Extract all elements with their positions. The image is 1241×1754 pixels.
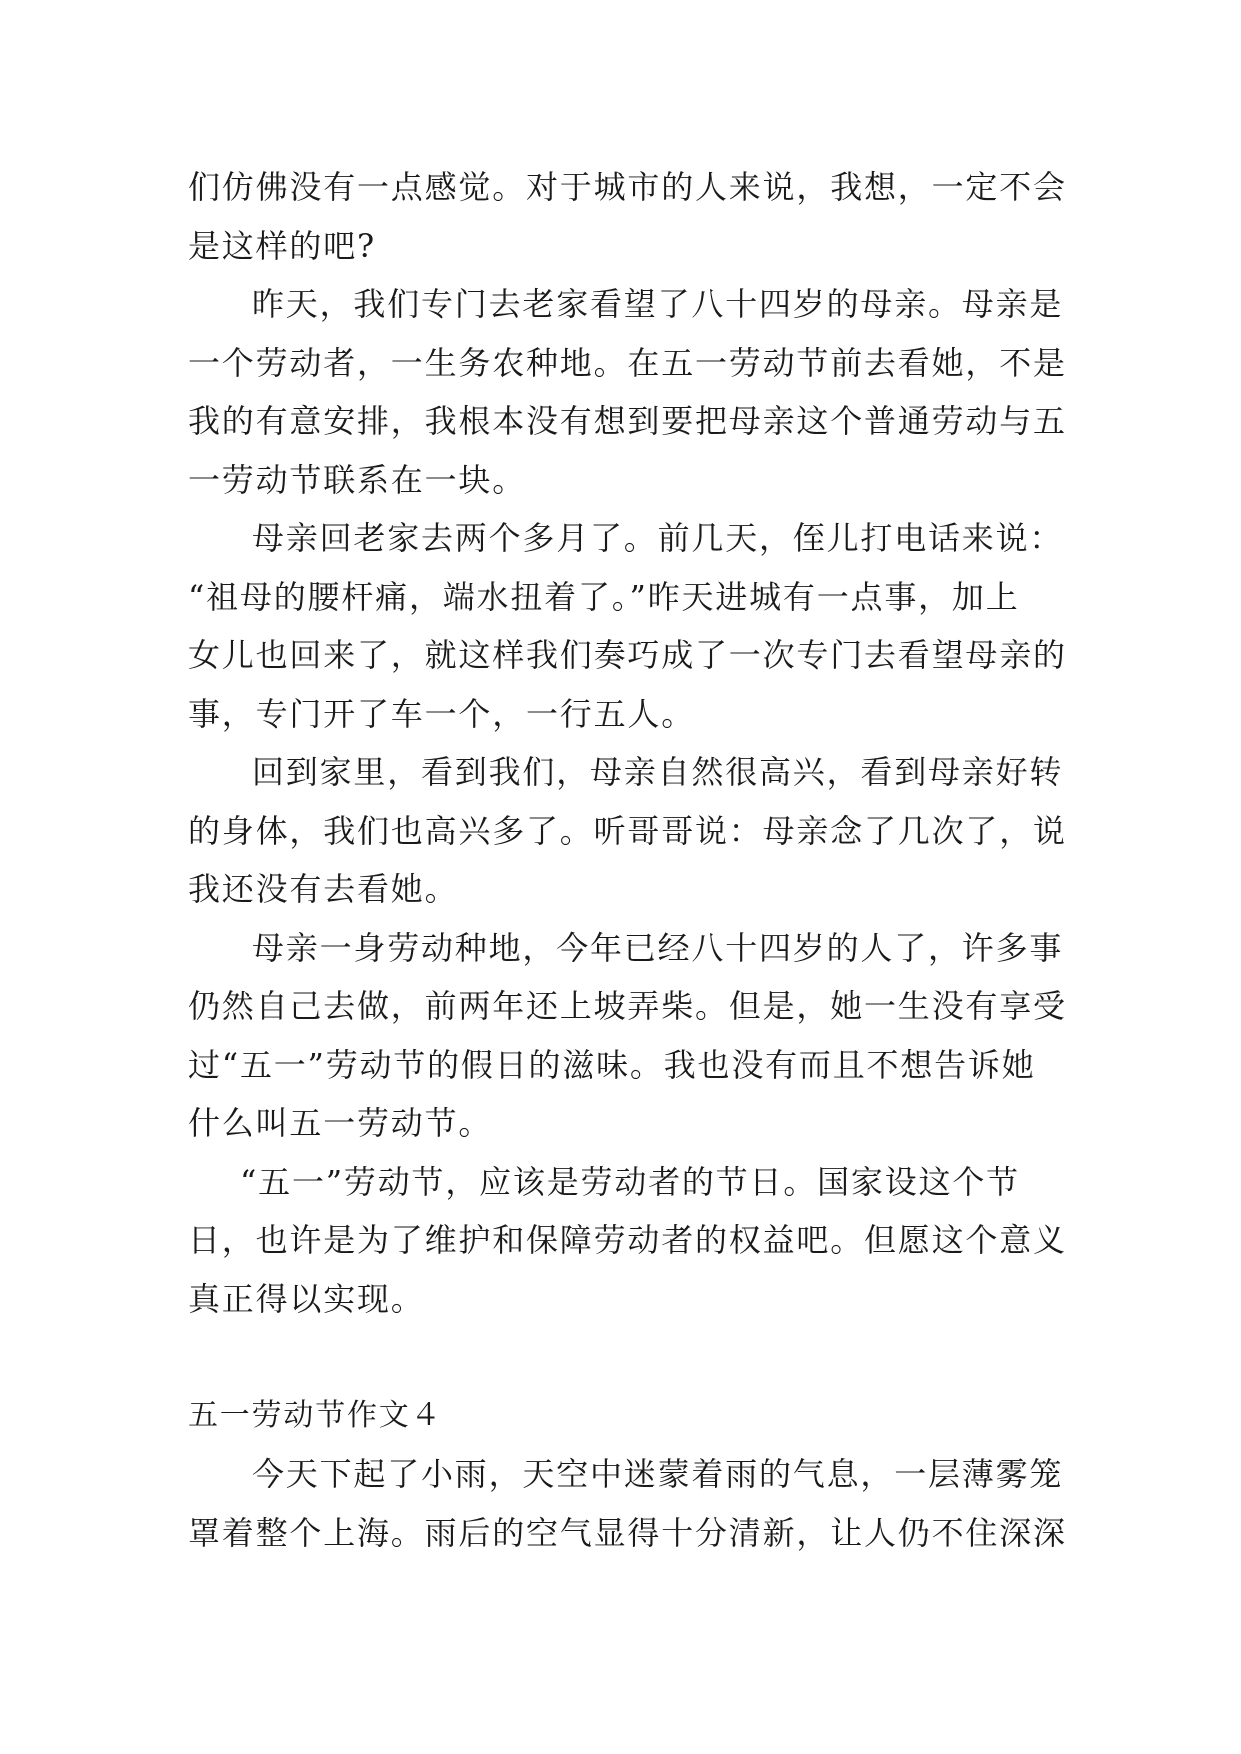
text-line: 母亲一身劳动种地，今年已经八十四岁的人了，许多事 — [252, 928, 1064, 967]
text-line: 是这样的吧? — [188, 226, 376, 265]
text-line: 日，也许是为了维护和保障劳动者的权益吧。但愿这个意义 — [188, 1221, 1067, 1259]
text-line: 仍然自己去做，前两年还上坡弄柴。但是，她一生没有享受 — [188, 987, 1067, 1025]
text-line: 女儿也回来了，就这样我们奏巧成了一次专门去看望母亲的 — [188, 636, 1067, 674]
text-line: “五一”劳动节，应该是劳动者的节日。国家设这个节 — [240, 1162, 1020, 1201]
text-line: 母亲回老家去两个多月了。前几天，侄儿打电话来说： — [252, 519, 1064, 557]
text-line: 事，专门开了车一个，一行五人。 — [188, 694, 696, 733]
paragraph — [188, 743, 1067, 919]
text-line: 我的有意安排，我根本没有想到要把母亲这个普通劳动与五 — [188, 402, 1067, 440]
paragraph — [188, 919, 1067, 1153]
text-line: 什么叫五一劳动节。 — [188, 1104, 493, 1142]
paragraph — [188, 1153, 1067, 1329]
section-title: 五一劳动节作文４ — [188, 1397, 443, 1433]
paragraph — [188, 509, 1067, 743]
text-line: 我还没有去看她。 — [188, 870, 459, 908]
paragraph-continued — [188, 158, 1067, 275]
paragraph-spacer — [188, 1328, 1054, 1387]
text-line: 昨天，我们专门去老家看望了八十四岁的母亲。母亲是 — [252, 285, 1064, 323]
text-line: 罩着整个上海。雨后的空气显得十分清新，让人仍不住深深 — [188, 1513, 1067, 1552]
text-line: “祖母的腰杆痛，端水扭着了。”昨天进城有一点事，加上 — [188, 577, 1020, 616]
text-line: 过“五一”劳动节的假日的滋味。我也没有而且不想告诉她 — [188, 1045, 1036, 1084]
text-line: 回到家里，看到我们，母亲自然很高兴，看到母亲好转 — [252, 753, 1064, 791]
document-body — [188, 158, 1067, 1562]
text-line: 的身体，我们也高兴多了。听哥哥说：母亲念了几次了，说 — [188, 811, 1067, 850]
text-line: 们仿佛没有一点感觉。对于城市的人来说，我想，一定不会 — [188, 168, 1067, 206]
paragraph — [188, 1445, 1067, 1562]
text-line: 一个劳动者，一生务农种地。在五一劳动节前去看她，不是 — [188, 343, 1067, 382]
paragraph — [188, 275, 1067, 509]
text-line: 今天下起了小雨，天空中迷蒙着雨的气息，一层薄雾笼 — [252, 1455, 1064, 1493]
text-line: 一劳动节联系在一块。 — [188, 460, 527, 499]
text-line: 真正得以实现。 — [188, 1279, 425, 1318]
